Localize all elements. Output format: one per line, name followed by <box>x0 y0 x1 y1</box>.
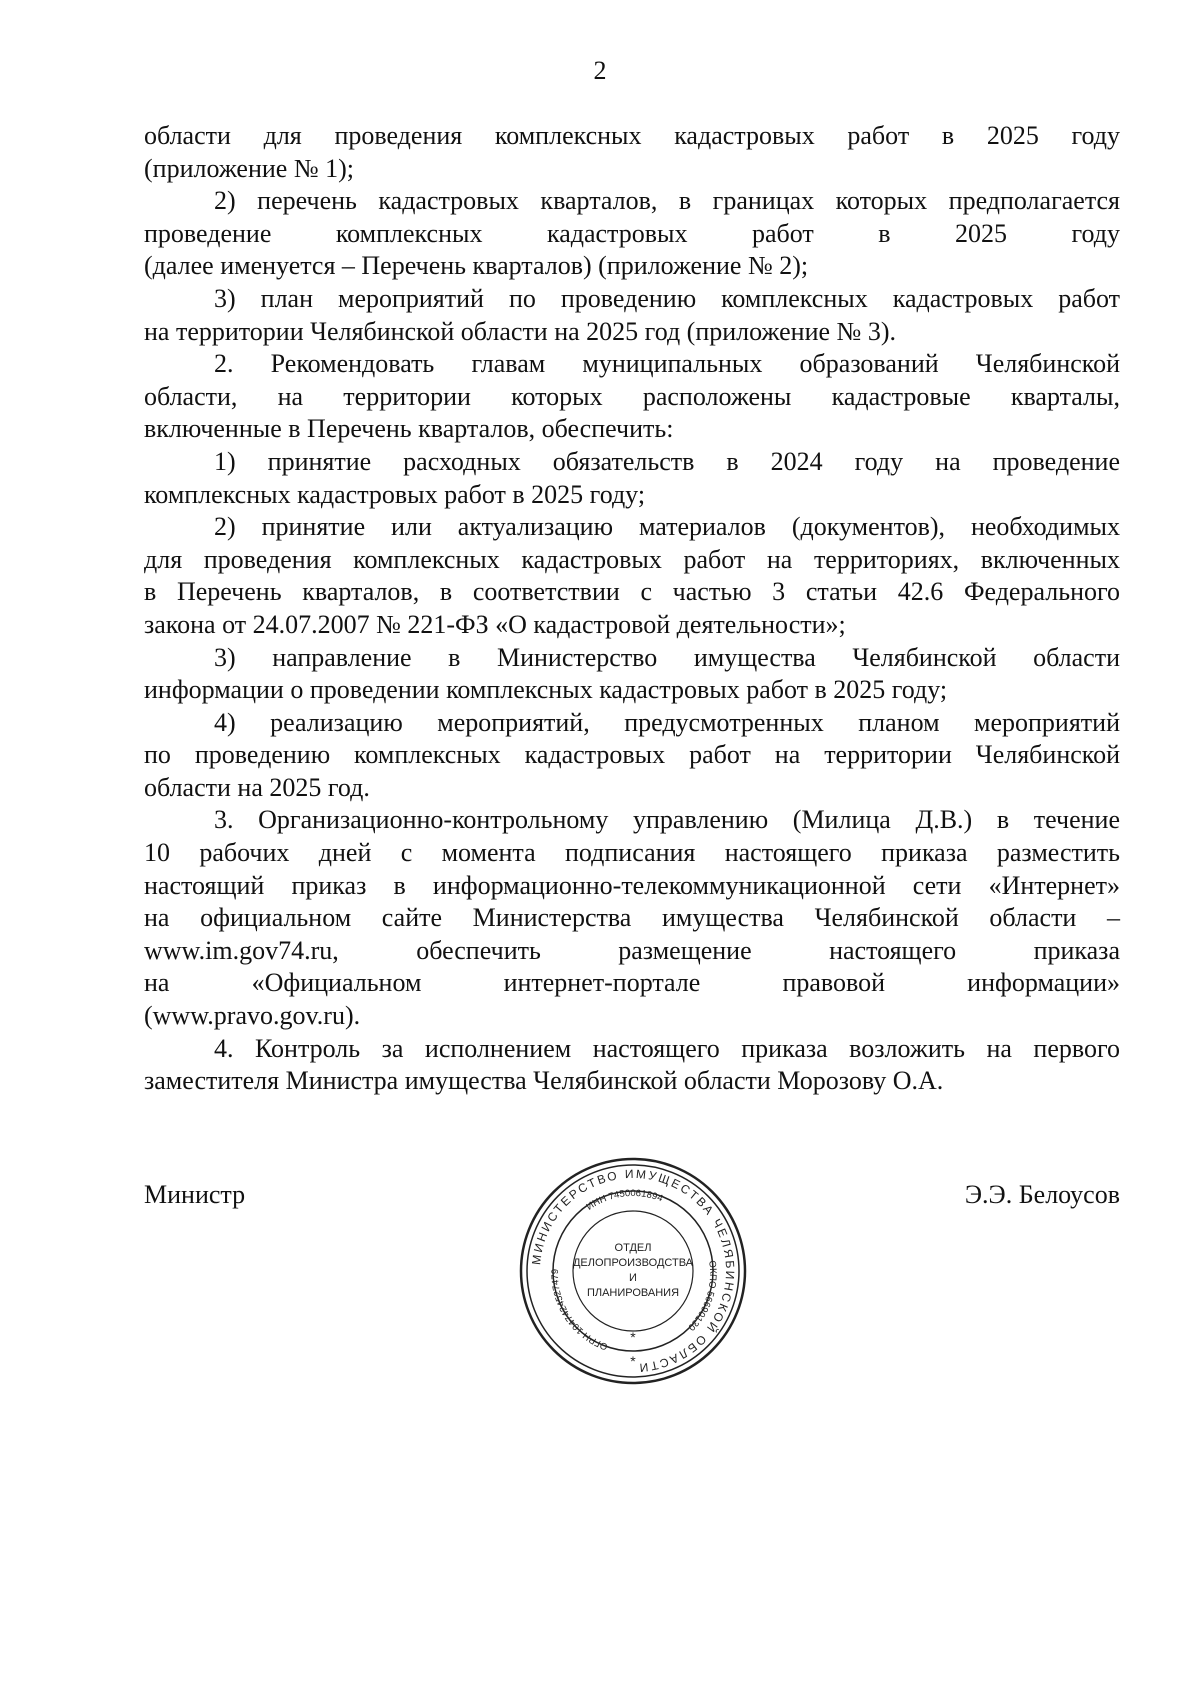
text-line: на «Официальном интернет-портале правовой информации» <box>144 968 1120 998</box>
text-line: области, на территории которых расположены кадастровые кварталы, <box>144 381 1120 411</box>
text-line: области на 2025 год. <box>144 772 370 802</box>
page-number: 2 <box>593 56 607 85</box>
text-line: для проведения комплексных кадастровых работ на территориях, включенных <box>144 544 1120 574</box>
stamp-okpo-text: ОКПО 56690130 <box>685 1259 719 1333</box>
stamp-inn-text: ИНН 7450061894 <box>584 1187 665 1213</box>
text-line: проведение комплексных кадастровых работ в 2025 году <box>144 218 1120 248</box>
text-line: информации о проведении комплексных кадастровых работ в 2025 году; <box>144 675 948 705</box>
stamp-center-line: ДЕЛОПРОИЗВОДСТВА <box>572 1257 694 1269</box>
signer-name: Э.Э. Белоусов <box>964 1180 1120 1209</box>
text-line: 4) реализацию мероприятий, предусмотренных планом мероприятий <box>214 707 1120 737</box>
text-line: по проведению комплексных кадастровых работ на территории Челябинской <box>144 740 1120 770</box>
text-line: в Перечень кварталов, в соответствии с частью 3 статьи 42.6 Федерального <box>144 577 1120 607</box>
text-line: 3) план мероприятий по проведению комплексных кадастровых работ <box>214 283 1120 313</box>
text-line: (приложение № 1); <box>144 153 355 183</box>
signer-position: Министр <box>144 1180 246 1209</box>
stamp-star: * <box>630 1329 636 1345</box>
text-line: 2) перечень кадастровых кварталов, в границах которых предполагается <box>214 186 1120 216</box>
text-line: закона от 24.07.2007 № 221-ФЗ «О кадастровой деятельности»; <box>144 609 846 639</box>
text-line: 2) принятие или актуализацию материалов (документов), необходимых <box>214 512 1120 542</box>
text-line: на территории Челябинской области на 2025 год (приложение № 3). <box>144 316 896 346</box>
text-line: 1) принятие расходных обязательств в 2024 году на проведение <box>214 446 1120 476</box>
text-line: 10 рабочих дней с момента подписания настоящего приказа разместить <box>144 838 1120 868</box>
stamp-outer-text: МИНИСТЕРСТВО ИМУЩЕСТВА ЧЕЛЯБИНСКОЙ ОБЛАСТИ <box>529 1166 738 1376</box>
text-line: 3) направление в Министерство имущества Челябинской области <box>214 642 1120 672</box>
text-line: на официальном сайте Министерства имущества Челябинской области – <box>144 903 1120 933</box>
text-line: области для проведения комплексных кадастровых работ в 2025 году <box>144 121 1120 150</box>
text-line: 2. Рекомендовать главам муниципальных образований Челябинской <box>214 349 1120 379</box>
text-line: www.im.gov74.ru, обеспечить размещение настоящего приказа <box>144 935 1120 965</box>
text-line: (далее именуется – Перечень кварталов) (приложение № 2); <box>144 251 809 281</box>
text-line: включенные в Перечень кварталов, обеспечить: <box>144 414 674 444</box>
stamp-center-line: И <box>629 1272 637 1284</box>
stamp-center-line: ПЛАНИРОВАНИЯ <box>586 1287 680 1299</box>
text-line: 4. Контроль за исполнением настоящего приказа возложить на первого <box>214 1033 1120 1063</box>
text-line: 3. Организационно-контрольному управлению (Милица Д.В.) в течение <box>214 805 1120 835</box>
text-line: (www.pravo.gov.ru). <box>144 1001 361 1031</box>
document-body <box>144 120 1120 1098</box>
stamp-star: * <box>630 1353 636 1369</box>
official-seal <box>518 1156 748 1386</box>
text-line: настоящий приказ в информационно-телекоммуникационной сети «Интернет» <box>144 870 1120 900</box>
stamp-center-line: ОТДЕЛ <box>614 1242 652 1254</box>
stamp-ogrn-text: ОГРН 1047424527479 <box>549 1268 610 1353</box>
text-line: заместителя Министра имущества Челябинской области Морозову О.А. <box>144 1066 944 1096</box>
text-line: комплексных кадастровых работ в 2025 году; <box>144 479 646 509</box>
